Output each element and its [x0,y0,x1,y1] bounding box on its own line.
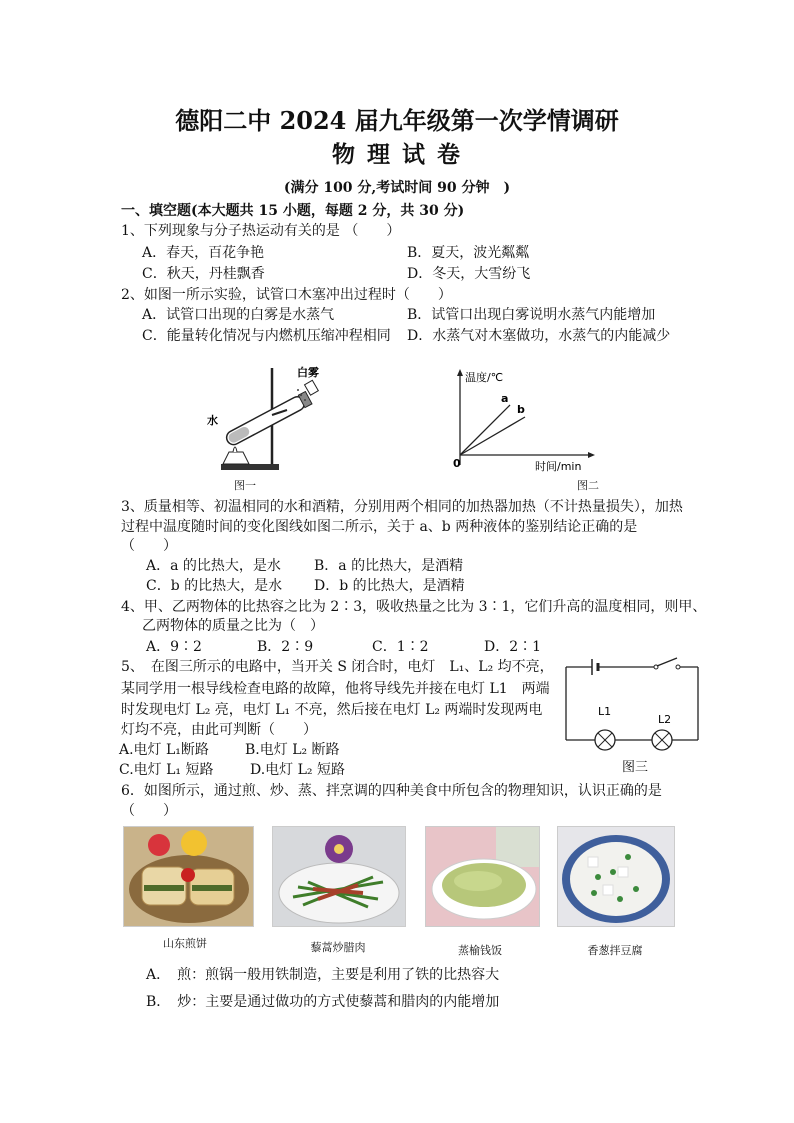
q5-option-c: C.电灯 L₁ 短路 [119,762,214,778]
q6-line2: （ ） [121,803,177,819]
photo-caption-2: 藜蒿炒腊肉 [310,941,366,954]
q5-option-a: A.电灯 L₁断路 [119,742,209,758]
page-subtitle: 物 理 试 卷 [331,141,463,168]
q4-option-c: C．1∶2 [372,639,429,655]
figure-2-caption: 图二 [577,479,599,492]
l2-label: L2 [658,713,672,726]
photo-tofu [557,826,675,927]
exam-note: (满分 100 分,考试时间 90 分钟 ) [283,180,511,196]
l1-label: L1 [598,705,612,718]
q2-option-c: C．能量转化情况与内燃机压缩冲程相同 [142,328,391,344]
figure-3-caption: 图三 [621,760,648,775]
q2-stem: 2、如图一所示实验，试管口木塞冲出过程时（ ） [121,287,452,303]
q4-option-d: D．2∶1 [484,639,542,655]
q4-option-a: A．9∶2 [146,639,202,655]
q4-option-b: B．2∶9 [257,639,314,655]
x-axis-label: 时间/min [535,460,582,473]
q4-line2: 乙两物体的质量之比为（ ） [142,618,324,634]
figure-1-caption: 图一 [234,479,256,492]
switch [657,658,677,666]
figure-1-apparatus [195,360,335,490]
q1-option-a: A．春天，百花争艳 [142,245,265,261]
q3-option-d: D．b 的比热大，是酒精 [314,578,465,594]
q1-option-d: D．冬天，大雪纷飞 [407,266,531,282]
photo-jianbing [123,826,254,927]
line-b-label: b [517,403,525,416]
figure-2-graph [445,365,625,475]
q6-option-a: A． 煎：煎锅一般用铁制造，主要是利用了铁的比热容大 [146,967,500,983]
photo-caption-1: 山东煎饼 [163,937,207,950]
alcohol-lamp [223,452,249,464]
origin-label: 0 [453,457,461,470]
section-heading: 一、填空题(本大题共 15 小题，每题 2 分，共 30 分) [121,203,465,219]
q1-stem: 1、下列现象与分子热运动有关的是 （ ） [121,223,401,239]
q5-option-d: D.电灯 L₂ 短路 [250,762,345,778]
photo-caption-3: 蒸榆钱饭 [458,944,502,957]
page-title: 德阳二中 2024 届九年级第一次学情调研 [175,106,619,135]
q3-option-a: A．a 的比热大，是水 [146,558,281,574]
line-a-label: a [501,392,509,405]
q4-line1: 4、甲、乙两物体的比热容之比为 2∶3，吸收热量之比为 3∶1，它们升高的温度相同，则甲、 [121,599,707,615]
q5-line4: 灯均不亮，由此可判断（ ） [121,722,317,738]
q6-option-b: B． 炒：主要是通过做功的方式使藜蒿和腊肉的内能增加 [146,994,500,1010]
q6-line1: 6．如图所示，通过煎、炒、蒸、拌烹调的四种美食中所包含的物理知识，认识正确的是 [121,783,662,799]
mist-label: 白雾 [297,366,319,379]
q3-line2: 过程中温度随时间的变化图线如图二所示，关于 a、b 两种液体的鉴别结论正确的是 [121,519,638,535]
q2-option-d: D．水蒸气对木塞做功，水蒸气的内能减少 [407,328,671,344]
q3-option-b: B．a 的比热大，是酒精 [314,558,464,574]
q1-option-b: B．夏天，波光粼粼 [407,245,530,261]
q5-option-b: B.电灯 L₂ 断路 [245,742,340,758]
q3-line3: （ ） [121,538,177,554]
y-axis-label: 温度/℃ [465,371,504,384]
q5-line3: 时发现电灯 L₂ 亮，电灯 L₁ 不亮，然后接在电灯 L₂ 两端时发现两电 [121,702,543,718]
q3-line1: 3、质量相等、初温相同的水和酒精，分别用两个相同的加热器加热（不计热量损失），加热 [121,499,683,515]
q2-option-a: A．试管口出现的白雾是水蒸气 [142,307,335,323]
q5-line2: 某同学用一根导线检查电路的故障，他将导线先并接在电灯 L1 两端 [121,681,550,697]
q5-line1: 5、 在图三所示的电路中，当开关 S 闭合时，电灯 L₁、L₂ 均不亮， [121,659,554,675]
photo-caption-4: 香葱拌豆腐 [587,944,643,957]
q1-option-c: C．秋天，丹桂飘香 [142,266,265,282]
q3-option-c: C．b 的比热大，是水 [146,578,283,594]
stand-base [221,464,279,470]
figure-3-circuit [560,655,705,755]
water-label: 水 [207,414,218,427]
photo-steamed [425,826,540,927]
q2-option-b: B．试管口出现白雾说明水蒸气内能增加 [407,307,656,323]
photo-stirfry [272,826,406,927]
